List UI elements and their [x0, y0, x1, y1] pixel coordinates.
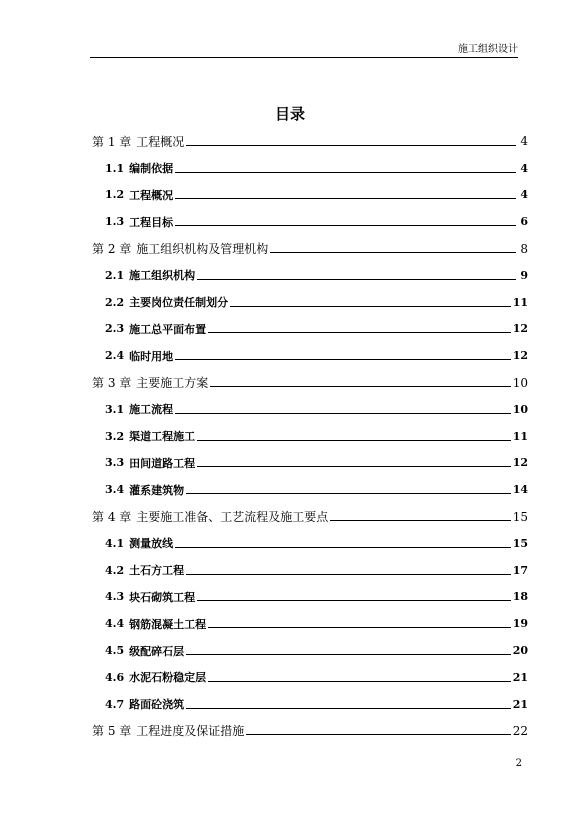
toc-leader-line: [270, 252, 516, 253]
toc-leader-line: [197, 466, 511, 467]
toc-leader-line: [330, 520, 510, 521]
toc-entry-label: 工程进度及保证措施: [136, 724, 245, 739]
toc-entry-number: 4.1: [105, 536, 125, 550]
toc-entry-number: 第 2 章: [92, 242, 132, 257]
toc-leader-line: [197, 600, 511, 601]
toc-entry-label: 工程目标: [129, 215, 174, 229]
toc-entry-page: 12: [512, 349, 528, 363]
toc-entry-number: 4.6: [105, 670, 125, 684]
page-number: 2: [515, 758, 522, 769]
toc-section-entry[interactable]: [92, 289, 528, 316]
toc-leader-line: [175, 225, 516, 226]
toc-leader-line: [210, 386, 510, 387]
toc-entry-number: 1.1: [105, 161, 125, 175]
toc-section-entry[interactable]: [92, 691, 528, 718]
toc-leader-line: [175, 172, 516, 173]
toc-leader-line: [208, 681, 511, 682]
toc-entry-page: 10: [512, 375, 528, 390]
toc-leader-line: [175, 359, 511, 360]
toc-entry-label: 田间道路工程: [129, 456, 196, 470]
toc-entry-number: 2.3: [105, 322, 125, 336]
toc-chapter-entry[interactable]: [92, 128, 528, 155]
toc-entry-number: 3.2: [105, 429, 125, 443]
toc-entry-page: 6: [520, 215, 528, 229]
toc-section-entry[interactable]: [92, 476, 528, 503]
toc-entry-number: 2.4: [105, 349, 125, 363]
toc-section-entry[interactable]: [92, 637, 528, 664]
toc-entry-label: 施工总平面布置: [129, 322, 207, 336]
toc-section-entry[interactable]: [92, 664, 528, 691]
toc-section-entry[interactable]: [92, 262, 528, 289]
toc-entry-label: 土石方工程: [129, 564, 185, 578]
toc-entry-page: 21: [512, 670, 528, 684]
toc-entry-label: 块石砌筑工程: [129, 590, 196, 604]
toc-chapter-entry[interactable]: [92, 369, 528, 396]
toc-entry-label: 级配碎石层: [129, 644, 185, 658]
toc-section-entry[interactable]: [92, 155, 528, 182]
running-header: 施工组织设计: [458, 44, 518, 55]
toc-leader-line: [208, 627, 511, 628]
toc-section-entry[interactable]: [92, 584, 528, 611]
toc-section-entry[interactable]: [92, 450, 528, 477]
toc-entry-number: 第 3 章: [92, 376, 132, 391]
toc-entry-label: 临时用地: [129, 349, 174, 363]
toc-entry-label: 渠道工程施工: [129, 430, 196, 444]
toc-entry-label: 水泥石粉稳定层: [129, 671, 207, 685]
toc-entry-label: 工程概况: [136, 134, 185, 149]
header-rule: [90, 57, 518, 58]
toc-entry-label: 路面砼浇筑: [129, 698, 185, 712]
toc-entry-number: 第 5 章: [92, 724, 132, 739]
toc-title: 目录: [274, 105, 305, 123]
toc-entry-number: 4.3: [105, 590, 125, 604]
toc-entry-number: 4.4: [105, 617, 125, 631]
toc-entry-page: 9: [520, 268, 528, 282]
toc-chapter-entry[interactable]: [92, 235, 528, 262]
toc-entry-label: 工程概况: [129, 188, 174, 202]
toc-entry-number: 3.3: [105, 456, 125, 470]
toc-leader-line: [186, 574, 511, 575]
toc-entry-page: 4: [520, 188, 528, 202]
toc-entry-page: 10: [512, 402, 528, 416]
toc-entry-number: 1.2: [105, 188, 125, 202]
toc-entry-label: 施工组织机构及管理机构: [136, 242, 269, 257]
toc-entry-page: 22: [512, 723, 528, 738]
toc-leader-line: [197, 440, 511, 441]
toc-leader-line: [246, 734, 510, 735]
toc-entry-page: 21: [512, 697, 528, 711]
toc-entry-number: 4.2: [105, 563, 125, 577]
toc-entry-label: 灌系建筑物: [129, 483, 185, 497]
toc-chapter-entry[interactable]: [92, 718, 528, 745]
toc-entry-number: 3.4: [105, 483, 125, 497]
toc-leader-line: [186, 654, 511, 655]
toc-entry-page: 12: [512, 456, 528, 470]
toc-leader-line: [186, 145, 516, 146]
toc-entry-page: 11: [512, 295, 528, 309]
toc-entry-label: 施工组织机构: [129, 269, 196, 283]
toc-entry-number: 3.1: [105, 402, 125, 416]
toc-list: [92, 128, 528, 744]
toc-section-entry[interactable]: [92, 208, 528, 235]
toc-entry-page: 15: [512, 509, 528, 524]
toc-section-entry[interactable]: [92, 396, 528, 423]
toc-entry-page: 18: [512, 590, 528, 604]
toc-entry-label: 测量放线: [129, 537, 174, 551]
toc-entry-page: 15: [512, 536, 528, 550]
toc-leader-line: [197, 279, 516, 280]
toc-entry-page: 12: [512, 322, 528, 336]
toc-leader-line: [175, 198, 516, 199]
toc-leader-line: [186, 493, 511, 494]
toc-section-entry[interactable]: [92, 557, 528, 584]
toc-chapter-entry[interactable]: [92, 503, 528, 530]
toc-entry-number: 4.7: [105, 697, 125, 711]
toc-section-entry[interactable]: [92, 342, 528, 369]
toc-leader-line: [186, 708, 511, 709]
toc-entry-page: 4: [520, 161, 528, 175]
toc-leader-line: [230, 306, 511, 307]
toc-entry-number: 2.1: [105, 268, 125, 282]
toc-entry-page: 17: [512, 563, 528, 577]
toc-leader-line: [175, 413, 511, 414]
toc-leader-line: [175, 547, 511, 548]
toc-entry-page: 20: [512, 644, 528, 658]
toc-section-entry[interactable]: [92, 610, 528, 637]
toc-entry-number: 2.2: [105, 295, 125, 309]
toc-entry-page: 19: [512, 617, 528, 631]
toc-section-entry[interactable]: [92, 316, 528, 343]
toc-entry-label: 施工流程: [129, 403, 174, 417]
toc-entry-page: 14: [512, 483, 528, 497]
toc-entry-number: 4.5: [105, 644, 125, 658]
toc-entry-page: 11: [512, 429, 528, 443]
toc-leader-line: [208, 332, 511, 333]
toc-entry-label: 主要施工准备、工艺流程及施工要点: [136, 510, 329, 525]
toc-entry-label: 主要施工方案: [136, 376, 209, 391]
toc-entry-page: 8: [520, 241, 528, 256]
toc-section-entry[interactable]: [92, 530, 528, 557]
toc-entry-number: 第 1 章: [92, 134, 132, 149]
toc-entry-number: 1.3: [105, 215, 125, 229]
toc-section-entry[interactable]: [92, 423, 528, 450]
toc-entry-label: 钢筋混凝土工程: [129, 617, 207, 631]
toc-entry-number: 第 4 章: [92, 510, 132, 525]
toc-entry-page: 4: [520, 134, 528, 149]
toc-section-entry[interactable]: [92, 182, 528, 209]
toc-entry-label: 编制依据: [129, 162, 174, 176]
toc-entry-label: 主要岗位责任制划分: [129, 296, 229, 310]
